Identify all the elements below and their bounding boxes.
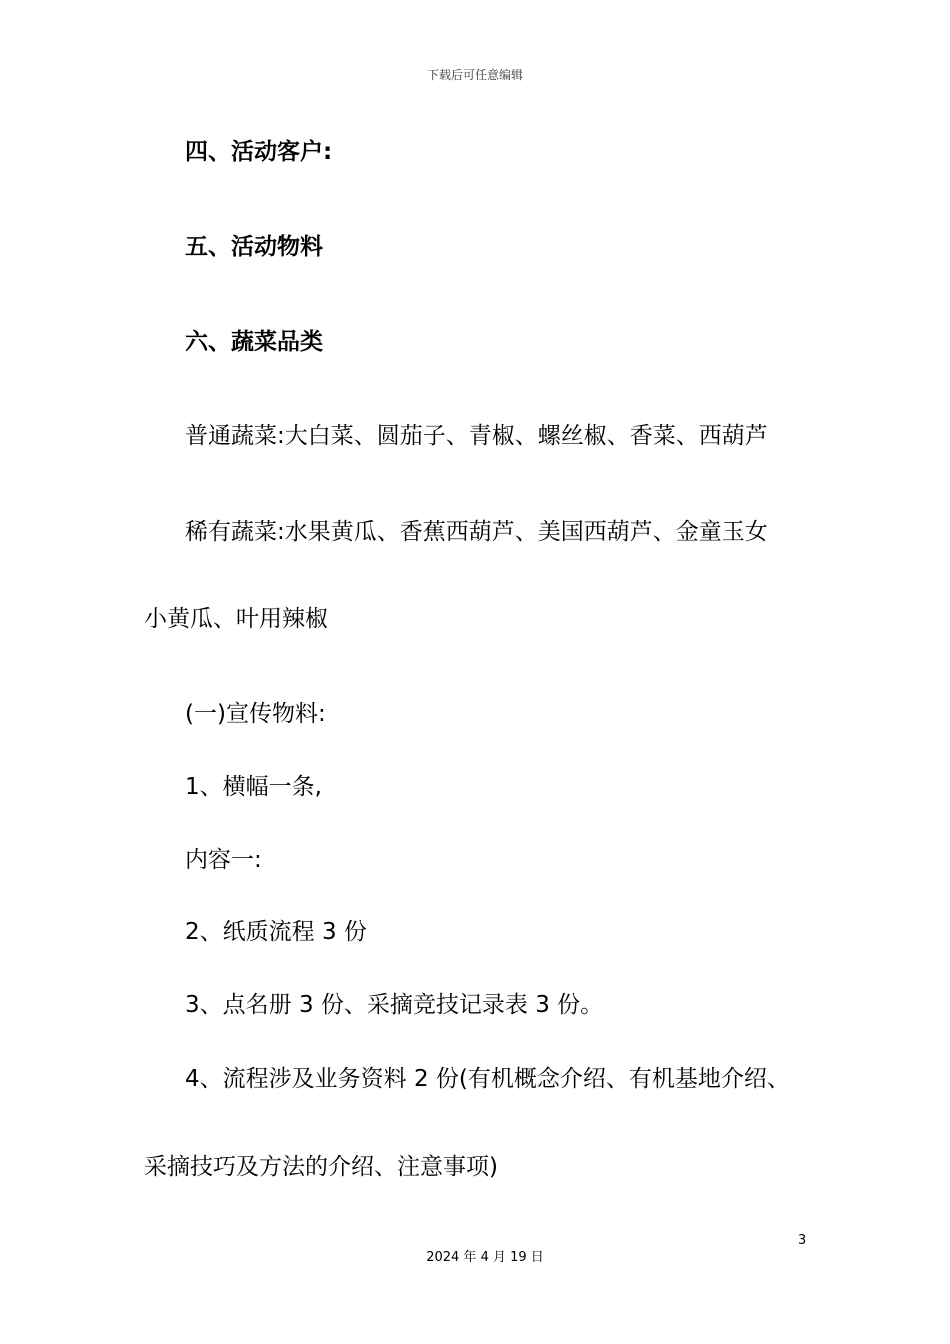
- page-number: 3: [798, 1233, 807, 1248]
- section-heading-materials: 五、活动物料: [185, 234, 323, 260]
- rare-vegetables-paragraph-cont: 小黄瓜、叶用辣椒: [144, 606, 328, 632]
- list-item-business-docs: 4、流程涉及业务资料 2 份(有机概念介绍、有机基地介绍、: [185, 1066, 790, 1092]
- list-item-banner: 1、横幅一条,: [185, 774, 322, 800]
- list-item-paper-process: 2、纸质流程 3 份: [185, 919, 367, 945]
- list-item-business-docs-cont: 采摘技巧及方法的介绍、注意事项): [144, 1154, 498, 1180]
- promo-materials-heading: (一)宣传物料:: [185, 701, 326, 727]
- page-footer-date: 2024 年 4 月 19 日: [426, 1250, 544, 1265]
- rare-vegetables-paragraph: 稀有蔬菜:水果黄瓜、香蕉西葫芦、美国西葫芦、金童玉女: [185, 519, 768, 545]
- page-header: 下载后可任意编辑: [426, 68, 523, 82]
- list-item-content: 内容一:: [185, 847, 262, 873]
- section-heading-vegetables: 六、蔬菜品类: [185, 329, 323, 355]
- section-heading-customers: 四、活动客户:: [185, 139, 333, 165]
- common-vegetables-paragraph: 普通蔬菜:大白菜、圆茄子、青椒、螺丝椒、香菜、西葫芦: [185, 423, 768, 449]
- list-item-roster: 3、点名册 3 份、采摘竞技记录表 3 份。: [185, 992, 604, 1018]
